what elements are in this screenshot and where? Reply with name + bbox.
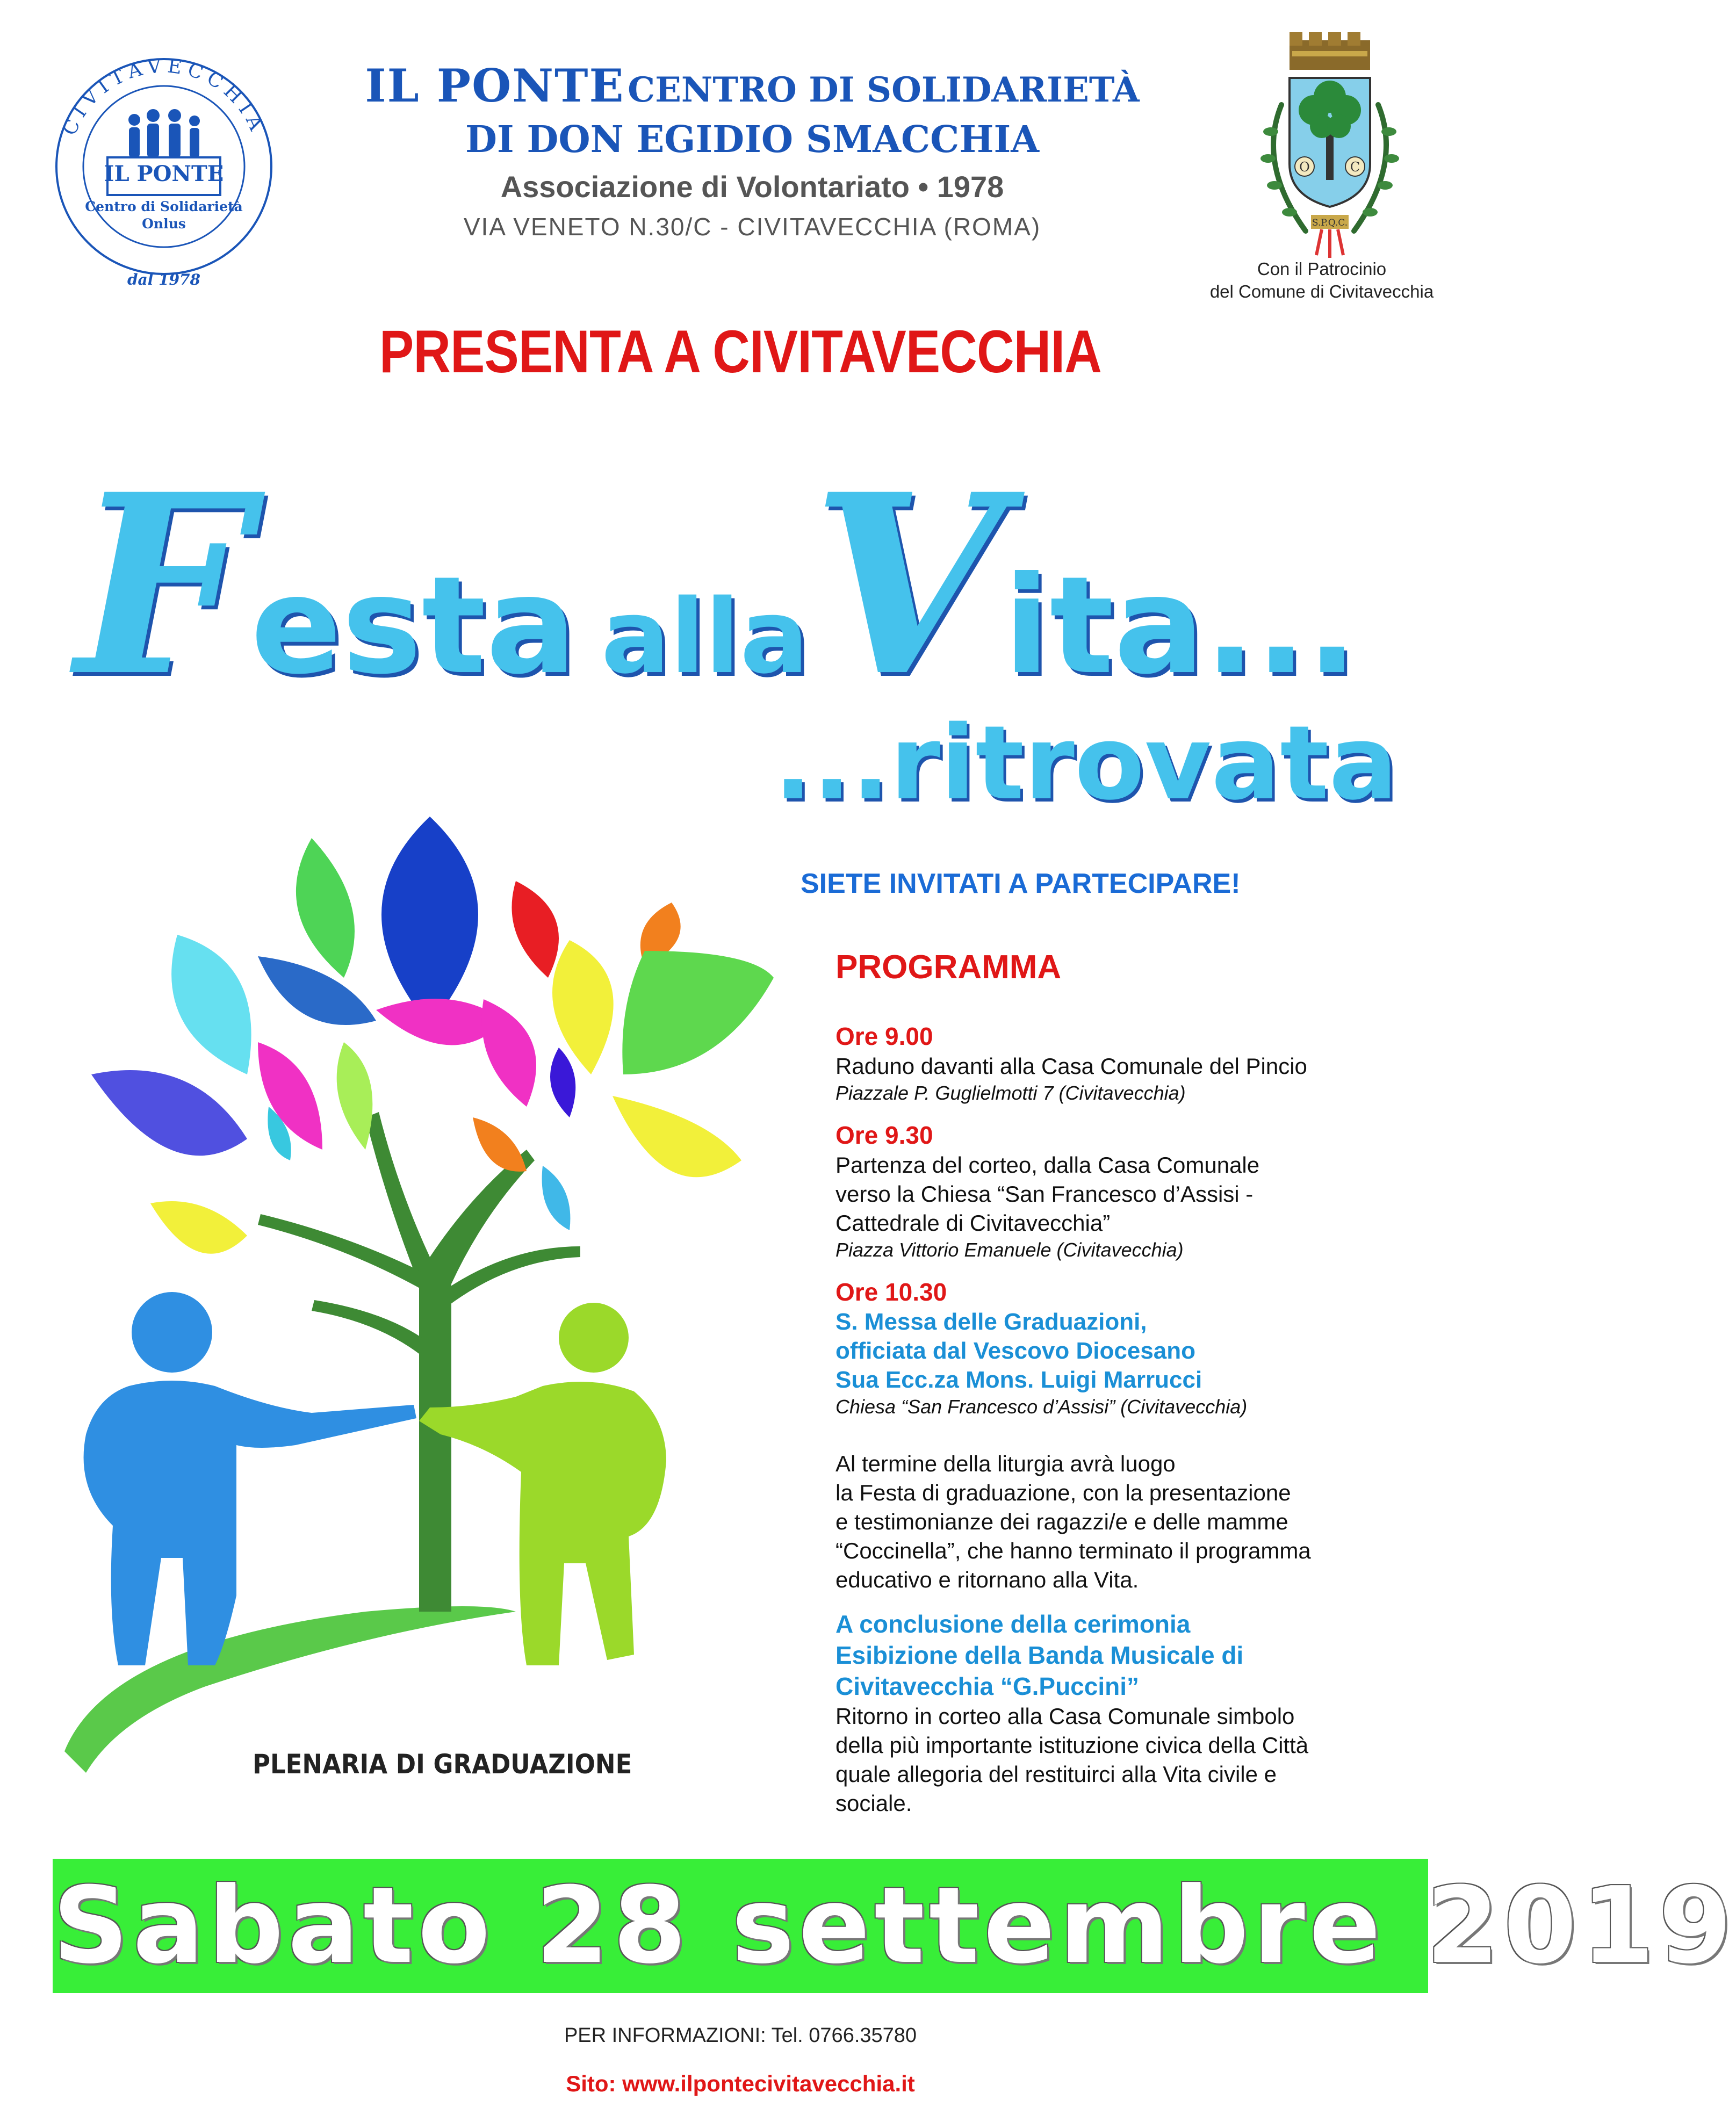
title-word-alla: alla <box>601 578 809 696</box>
org-association: Associazione di Volontariato • 1978 <box>500 170 1004 204</box>
patronage-line2: del Comune di Civitavecchia <box>1209 281 1434 301</box>
logo-line1: Centro di Solidarietà <box>85 199 243 214</box>
program-time: Ore 10.30 <box>835 1278 947 1306</box>
crest-letter-right: C <box>1350 160 1360 175</box>
program-desc: Cattedrale di Civitavecchia” <box>835 1210 1111 1236</box>
paragraph-line: educativo e ritornano alla Vita. <box>835 1567 1139 1592</box>
program-conclusion <box>835 1608 1453 1702</box>
crest-ribbon-text: S.P.Q.C. <box>1312 218 1348 228</box>
paragraph-line: la Festa di graduazione, con la presentazione <box>835 1480 1291 1505</box>
presenta-heading: PRESENTA A CIVITAVECCHIA <box>379 318 1101 385</box>
invite-heading: SIETE INVITATI A PARTECIPARE! <box>801 868 1241 899</box>
plenaria-caption: PLENARIA DI GRADUAZIONE <box>253 1749 632 1780</box>
conclusion-line: Civitavecchia “G.Puccini” <box>835 1672 1140 1700</box>
programma-heading: PROGRAMMA <box>835 949 1062 986</box>
final-line: della più importante istituzione civica della Città <box>835 1733 1309 1758</box>
conclusion-line: A conclusione della cerimonia <box>835 1610 1191 1638</box>
paragraph-line: “Coccinella”, che hanno terminato il programma <box>835 1538 1311 1563</box>
people-figures-icon <box>128 109 200 157</box>
program-item <box>835 1120 1453 1262</box>
logo-since: dal 1978 <box>127 271 201 288</box>
title-cap-v: V <box>812 441 1004 731</box>
title-word-esta: esta <box>250 547 577 704</box>
civitavecchia-crest-icon <box>1241 30 1418 261</box>
tree-leaves <box>91 817 774 1254</box>
org-name-rest: CENTRO DI SOLIDARIETÀ <box>628 70 1140 110</box>
program-place: Piazzale P. Guglielmotti 7 (Civitavecchia) <box>835 1082 1186 1104</box>
program-desc: Raduno davanti alla Casa Comunale del Pincio <box>835 1053 1307 1079</box>
program-desc: verso la Chiesa “San Francesco d’Assisi - <box>835 1181 1254 1207</box>
website-link[interactable]: Sito: www.ilpontecivitavecchia.it <box>566 2071 915 2096</box>
title-cap-f: F <box>75 441 251 731</box>
logo-arc-text: CIVITAVECCHIA <box>58 55 270 139</box>
program-list <box>835 1021 1453 1818</box>
il-ponte-logo <box>38 40 290 293</box>
final-line: quale allegoria del restituirci alla Vita civile e <box>835 1762 1277 1787</box>
logo-name: IL PONTE <box>104 161 224 186</box>
org-address: VIA VENETO N.30/C - CIVITAVECCHIA (ROMA) <box>463 213 1041 241</box>
tree-and-people-illustration <box>43 774 806 1816</box>
contact-info: PER INFORMAZIONI: Tel. 0766.35780 <box>564 2024 917 2047</box>
event-subtitle: ...ritrovata <box>774 704 1398 822</box>
org-founder: DI DON EGIDIO SMACCHIA <box>465 118 1040 161</box>
program-desc: Partenza del corteo, dalla Casa Comunale <box>835 1152 1260 1178</box>
date-banner: Sabato 28 settembre 2019 <box>53 1865 1736 1987</box>
program-item <box>835 1276 1453 1419</box>
person-blue-icon <box>84 1292 416 1665</box>
final-line: Ritorno in corteo alla Casa Comunale simbolo <box>835 1703 1295 1729</box>
program-final <box>835 1702 1453 1818</box>
program-time: Ore 9.30 <box>835 1121 933 1149</box>
program-time: Ore 9.00 <box>835 1022 933 1050</box>
program-desc: Sua Ecc.za Mons. Luigi Marrucci <box>835 1367 1202 1393</box>
program-place: Piazza Vittorio Emanuele (Civitavecchia) <box>835 1239 1184 1261</box>
final-line: sociale. <box>835 1791 912 1816</box>
org-name <box>301 59 1204 112</box>
paragraph-line: e testimonianze dei ragazzi/e e delle mamme <box>835 1509 1288 1534</box>
program-desc: S. Messa delle Graduazioni, <box>835 1309 1147 1335</box>
event-title <box>75 441 1358 731</box>
conclusion-line: Esibizione della Banda Musicale di <box>835 1641 1244 1669</box>
tree-trunk <box>365 1112 535 1612</box>
patronage-note <box>1171 258 1472 303</box>
title-word-ita: ita... <box>1003 547 1358 704</box>
crest-letter-left: O <box>1299 160 1310 175</box>
svg-text:CIVITAVECCHIA <box>59 55 269 139</box>
program-place: Chiesa “San Francesco d’Assisi” (Civitavecchia) <box>835 1396 1248 1418</box>
org-name-big: IL PONTE <box>365 59 625 112</box>
paragraph-line: Al termine della liturgia avrà luogo <box>835 1451 1176 1476</box>
logo-line2: Onlus <box>142 216 186 232</box>
patronage-line1: Con il Patrocinio <box>1257 259 1387 279</box>
program-paragraph <box>835 1449 1453 1594</box>
program-item <box>835 1021 1453 1106</box>
program-desc: officiata dal Vescovo Diocesano <box>835 1338 1196 1364</box>
